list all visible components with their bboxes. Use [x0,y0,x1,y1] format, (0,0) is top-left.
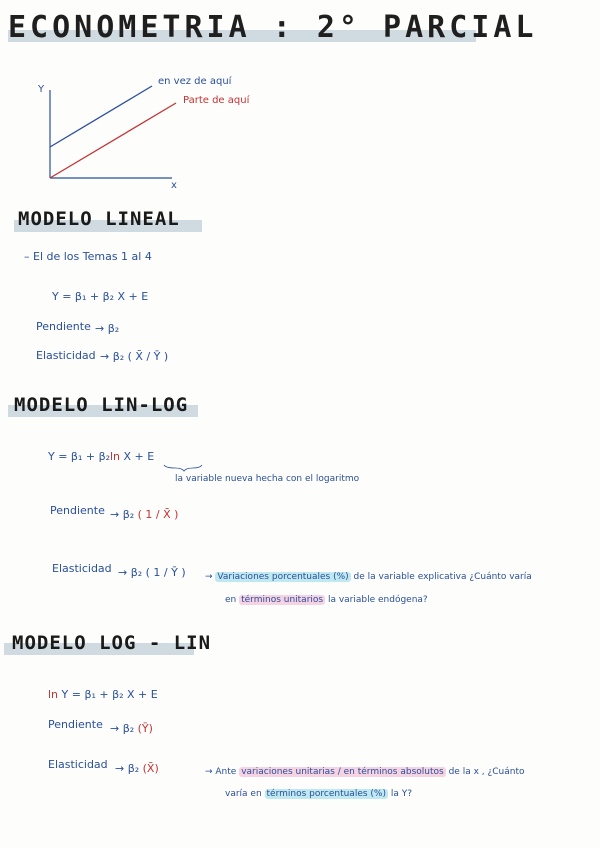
linlog-note-text2: en [225,595,240,605]
linlog-eq-note: la variable nueva hecha con el logaritmo [175,474,360,484]
loglin-elas-b: (X̄) [142,762,159,775]
loglin-pendiente-label: Pendiente [48,718,103,731]
linlog-note-highlight1: Variaciones porcentuales (%) [217,572,349,582]
loglin-equation [48,688,158,701]
lineal-pendiente-label: Pendiente [36,320,91,333]
loglin-heading: MODELO LOG - LIN [12,632,212,654]
lineal-bullet: – El de los Temas 1 al 4 [24,250,152,263]
loglin-note-highlight2: términos porcentuales (%) [266,789,386,799]
y-axis-label: Y [38,84,45,95]
linlog-pendiente-value [110,508,178,521]
loglin-eq-ln: ln [48,688,59,701]
linlog-heading: MODELO LIN-LOG [14,394,189,416]
blue-line-label: en vez de aquí [158,76,232,87]
linlog-note-line1 [205,572,532,582]
linlog-elasticidad-label: Elasticidad [52,562,112,575]
linlog-eq-left: Y = β₁ + β₂ [48,450,110,463]
loglin-pendiente-value [110,722,153,735]
linlog-eq-right: X + E [120,450,155,463]
lineal-elasticidad-label: Elasticidad [36,349,96,362]
x-axis-label: x [171,180,177,191]
linlog-pend-a: → β₂ [110,508,138,521]
loglin-note-text4: la Y? [388,789,413,799]
loglin-note-line1 [205,767,525,777]
loglin-elas-a: → β₂ [115,762,143,775]
red-line-label: Parte de aquí [183,95,250,106]
linlog-note-text3: la variable endógena? [325,595,428,605]
loglin-eq-rest: Y = β₁ + β₂ X + E [58,688,158,701]
linlog-pend-b: ( 1 / X̄ ) [137,508,179,521]
linlog-note-text1: de la variable explicativa ¿Cuánto varía [350,572,532,582]
lineal-pendiente-value: → β₂ [95,322,120,335]
linlog-eq-ln: ln [110,450,121,463]
loglin-note-highlight1: variaciones unitarias / en términos absolutos [241,767,444,777]
linlog-elasticidad-value: → β₂ ( 1 / Ȳ ) [118,566,186,579]
linlog-note-arrow: → [205,572,213,582]
lineal-equation: Y = β₁ + β₂ X + E [52,290,149,303]
ln-underbrace [164,465,202,471]
blue-line [50,86,152,147]
linlog-pendiente-label: Pendiente [50,504,105,517]
loglin-note-text1: → Ante [205,767,240,777]
loglin-pend-b: (Ȳ) [137,722,153,735]
page-title: ECONOMETRIA : 2° PARCIAL [8,10,538,45]
loglin-note-line2 [225,789,412,799]
loglin-pend-a: → β₂ [110,722,138,735]
lineal-elasticidad-value: → β₂ ( X̄ / Ȳ ) [100,350,169,363]
loglin-elasticidad-label: Elasticidad [48,758,108,771]
loglin-note-text2: de la x , ¿Cuánto [445,767,525,777]
linlog-note-highlight2: términos unitarios [241,595,324,605]
linlog-equation [48,450,154,463]
lineal-heading: MODELO LINEAL [18,208,180,230]
loglin-elasticidad-value [115,762,159,775]
linlog-note-line2 [225,595,428,605]
loglin-note-text3: varía en [225,789,265,799]
red-line [50,103,176,178]
